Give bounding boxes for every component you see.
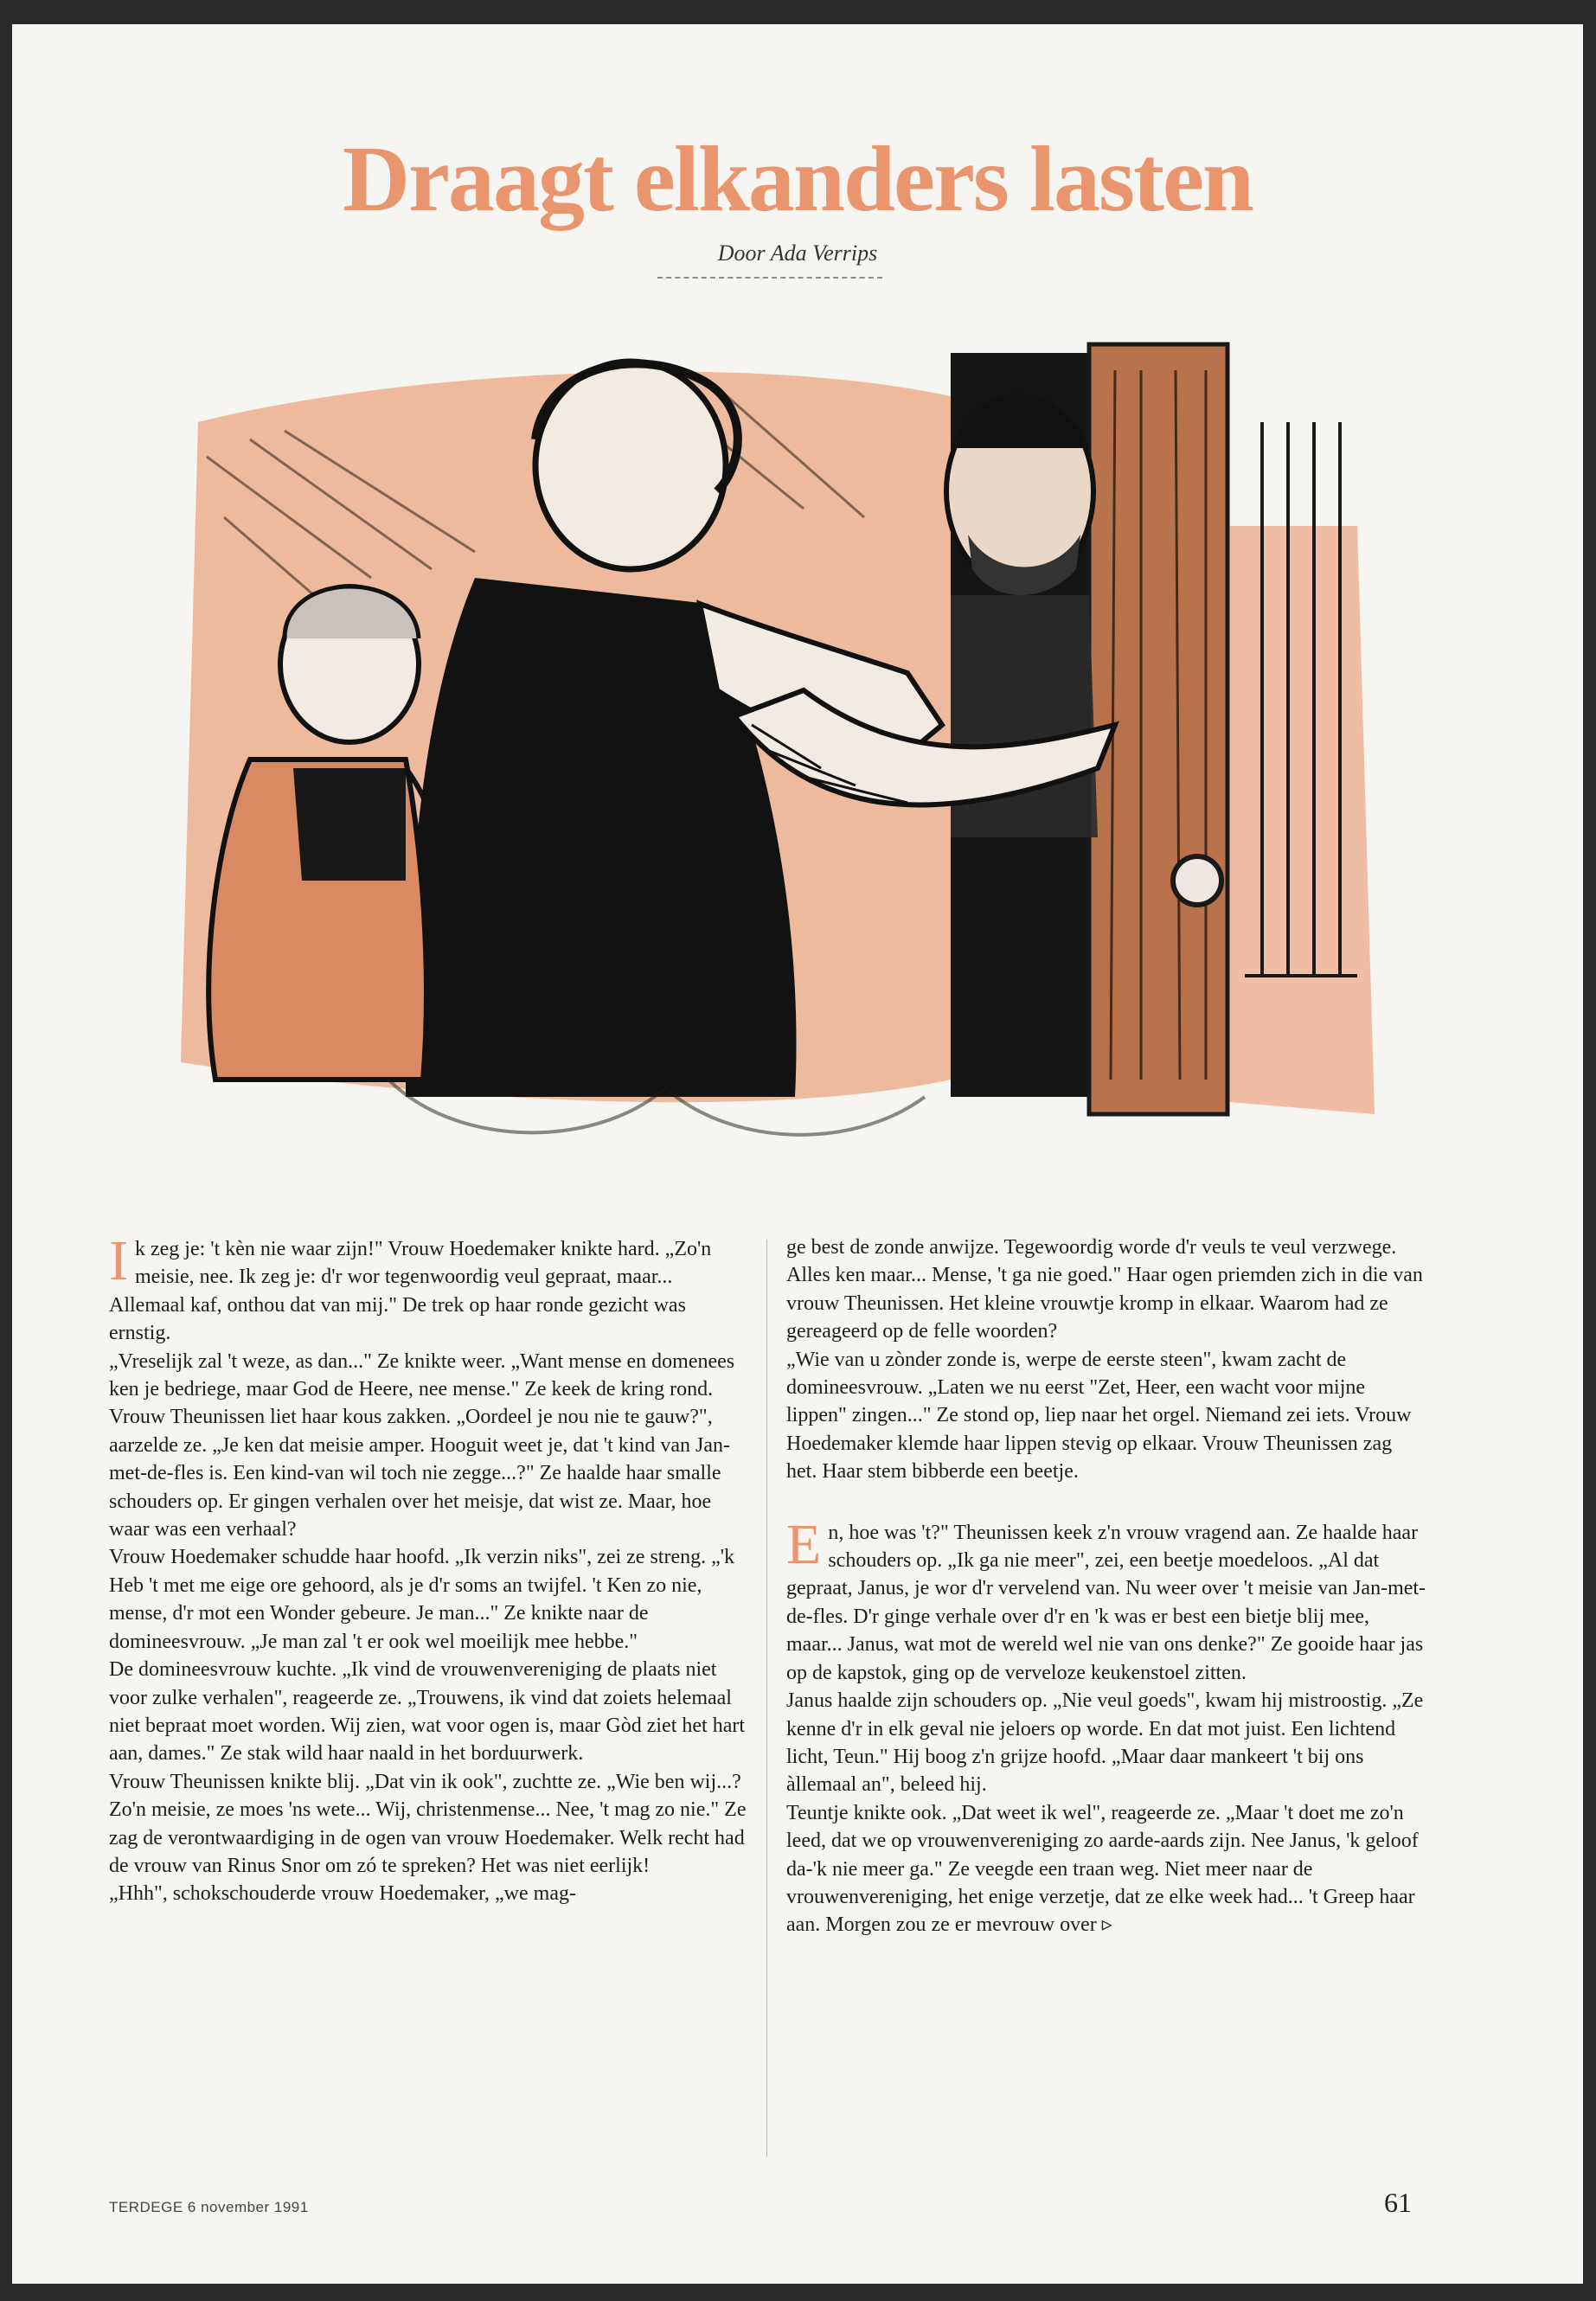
magazine-page: [12, 24, 1583, 2284]
paragraph: „Hhh", schokschouderde vrouw Hoedemaker, „we mag-: [109, 1882, 576, 1906]
page-number: 61: [1384, 2187, 1412, 2218]
drop-cap: I: [109, 1229, 128, 1292]
paragraph: Ik zeg je: 't kèn nie waar zijn!" Vrouw Hoedemaker knikte hard. „Zo'n meisie, nee. Ik zeg je: d'r wor tegenwoordig veul gepraat, maar... Allemaal kaf, onthou dat van mij." De trek op haar ronde gezicht was ernstig.: [109, 1229, 712, 1345]
paragraph: Vrouw Hoedemaker schudde haar hoofd. „Ik verzin niks", zei ze streng. „'k Heb 't met me eige ore gehoord, als je d'r soms an twijfel. 't Ken zo nie, mense, d'r mot een Wonder gebeure. Je man..." Ze knikte naar de domineesvrouw. „Je man zal 't er ook wel moeilijk mee hebbe.": [109, 1546, 735, 1653]
publication-footer: TERDEGE 6 november 1991: [109, 2199, 309, 2215]
article-column-right: [786, 1234, 1426, 1939]
article-byline: Door Ada Verrips: [717, 240, 878, 266]
paragraph: Janus haalde zijn schouders op. „Nie veul goeds", kwam hij mistroostig. „Ze kenne d'r in elk geval nie jeloers op worde. En dat mot juist. Een lichtend licht, Teun." Hij boog z'n grijze hoofd. „Maar daar mankeert 't bij ons àllemaal an", beleed hij.: [786, 1689, 1424, 1797]
paragraph: De domineesvrouw kuchte. „Ik vind de vrouwenvereniging de plaats niet voor zulke verhalen", reageerde ze. „Trouwens, ik vind dat zoiets helemaal niet bepraat moet worden. Wij zien, wat voor ogen is, maar Gòd ziet het hart aan, dames." Ze stak wild haar naald in het borduurwerk.: [109, 1658, 746, 1766]
ink-wash-illustration-icon: [146, 318, 1401, 1183]
paragraph: Vrouw Theunissen knikte blij. „Dat vin ik ook", zuchtte ze. „Wie ben wij...? Zo'n meisie, ze moes 'ns wete... Wij, christenmense... Nee, 't mag zo nie." Ze zag de verontwaardiging in de ogen van vrouw Hoedemaker. Welk recht had de vrouw van Rinus Snor om zó te spreken? Het was niet eerlijk!: [109, 1770, 747, 1877]
byline-divider: [657, 277, 882, 279]
paragraph: ge best de zonde anwijze. Tegewoordig worde d'r veuls te veul verzwege. Alles ken maar... Mense, 't ga nie goed." Haar ogen priemden zich in die van vrouw Theunissen. Het kleine vrouwtje kromp in elkaar. Waarom had ze gereageerd op de felle woorden?: [786, 1236, 1423, 1343]
section-break: [786, 1486, 1426, 1519]
article-title: Draagt elkanders lasten: [343, 128, 1253, 231]
drop-cap: E: [786, 1512, 822, 1576]
paragraph: „Wie van u zònder zonde is, werpe de eerste steen", kwam zacht de domineesvrouw. „Laten we nu eerst "Zet, Heer, een wacht voor mijne lippen" zingen..." Ze stond op, liep naar het orgel. Niemand zei iets. Vrouw Hoedemaker klemde haar lippen stevig op elkaar. Vrouw Theunissen zag het. Haar stem bibberde een beetje.: [786, 1348, 1412, 1484]
paragraph: Teuntje knikte ook. „Dat weet ik wel", reageerde ze. „Maar 't doet me zo'n leed, dat we op vrouwenvereniging zo aarde-aards zijn. Nee Janus, 'k geloof da-'k nie meer ga." Ze veegde een traan weg. Niet meer naar de vrouwenvereniging, het enige verzetje, dat ze elke week had... 't Greep haar aan. Morgen zou ze er mevrouw over ▹: [786, 1801, 1419, 1937]
article-column-left: [109, 1229, 749, 1908]
paragraph: „Vreselijk zal 't weze, as dan..." Ze knikte weer. „Want mense en domenees ken je bedriege, maar God de Heere, nee mense." Ze keek de kring rond.: [109, 1349, 735, 1401]
column-divider: [766, 1240, 767, 2157]
paragraph: Vrouw Theunissen liet haar kous zakken. „Oordeel je nou nie te gauw?", aarzelde ze. „Je ken dat meisie amper. Hooguit weet je, dat 't kind van Jan-met-de-fles is. Een kind-van wil toch nie zegge...?" Ze haalde haar smalle schouders op. Er gingen verhalen over het meisje, dat wist ze. Maar, hoe waar was een verhaal?: [109, 1406, 731, 1541]
paragraph: En, hoe was 't?" Theunissen keek z'n vrouw vragend aan. Ze haalde haar schouders op. „Ik ga nie meer", zei, een beetje moedeloos. „Al dat gepraat, Janus, je wor d'r vervelend van. Nu weer over 't meisie van Jan-met-de-fles. D'r ginge verhale over d'r en 'k was er best een bietje blij mee, maar... Janus, wat mot de wereld wel nie van ons denke?" Ze gooide haar jas op de kapstok, ging op de verveloze keukenstoel zitten.: [786, 1512, 1426, 1684]
